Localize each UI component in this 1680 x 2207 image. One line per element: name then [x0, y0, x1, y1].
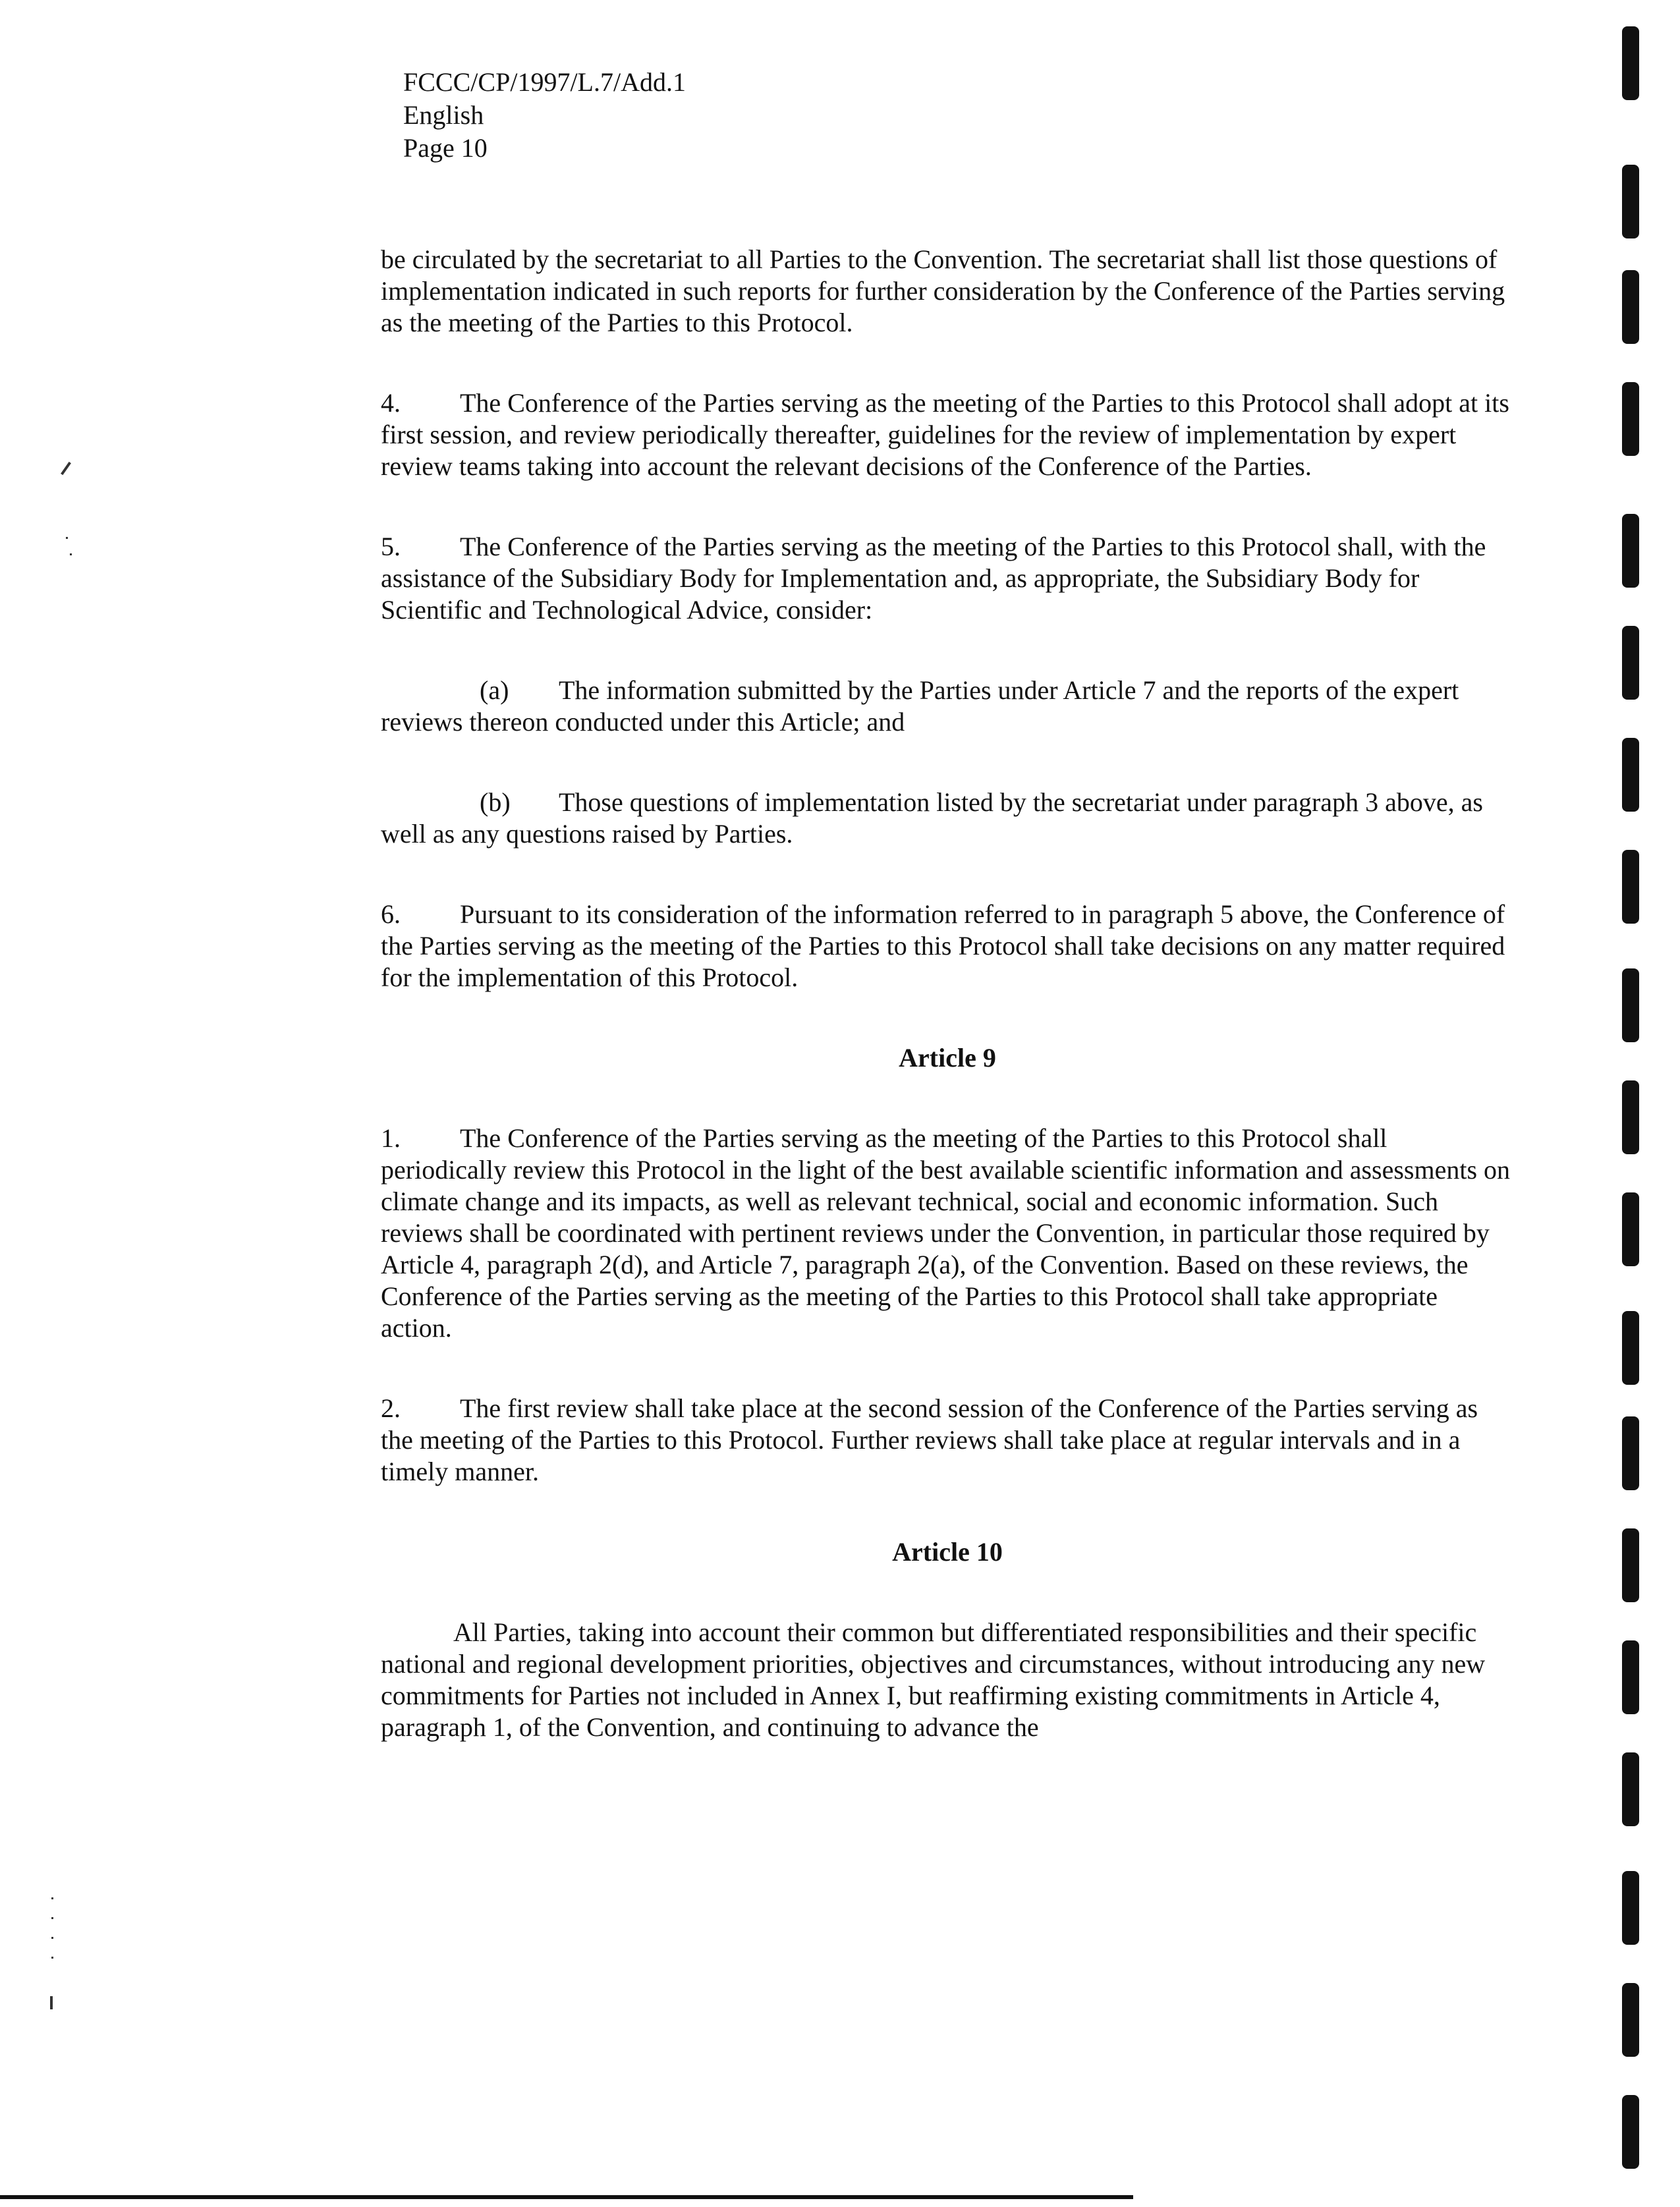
paragraph-text: be circulated by the secretariat to all Parties to the Convention. The secretariat shall list those questions of implementation indicated in such reports for further consideration by the Conference of the Parties serving as the meeting of the Parties to this Protocol.	[381, 244, 1505, 337]
scan-speck	[70, 553, 72, 555]
paragraph-4	[381, 387, 1514, 482]
subparagraph-label: (b)	[480, 787, 511, 817]
paragraph-text: The Conference of the Parties serving as the meeting of the Parties to this Protocol shall periodically review this Protocol in the light of the best available scientific information and assessments on climate change and its impacts, as well as relevant technical, social and economic information. Such reviews shall be coordinated with pertinent reviews under the Convention, in particular those required by Article 4, paragraph 2(d), and Article 7, paragraph 2(a), of the Convention. Based on these reviews, the Conference of the Parties serving as the meeting of the Parties to this Protocol shall take appropriate action.	[381, 1123, 1511, 1343]
binding-hole-mark	[1622, 1752, 1639, 1826]
paragraph-text: All Parties, taking into account their common but differentiated responsibilities and their specific national and regional development priorities, objectives and circumstances, without introducing any new commitments for Parties not included in Annex I, but reaffirming existing commitments in Article 4, paragraph 1, of the Convention, and continuing to advance the	[381, 1617, 1486, 1742]
article-10-heading: Article 10	[892, 1537, 1003, 1567]
scan-speck	[51, 1957, 53, 1959]
scan-speck	[50, 1996, 53, 2009]
page-number: Page 10	[403, 133, 488, 163]
subparagraph-text: The information submitted by the Parties under Article 7 and the reports of the expert reviews thereon conducted under this Article; and	[381, 675, 1459, 737]
binding-hole-mark	[1622, 165, 1639, 238]
paragraph-text: Pursuant to its consideration of the information referred to in paragraph 5 above, the Conference of the Parties serving as the meeting of the Parties to this Protocol shall take decisions on any matter required for the implementation of this Protocol.	[381, 899, 1505, 992]
paragraph-continuation	[381, 244, 1514, 339]
subparagraph-a	[381, 675, 1514, 738]
scan-bottom-edge	[0, 2195, 1133, 2199]
document-symbol: FCCC/CP/1997/L.7/Add.1	[403, 67, 686, 97]
binding-hole-mark	[1622, 1080, 1639, 1154]
binding-hole-mark	[1622, 1192, 1639, 1266]
binding-hole-mark	[1622, 1311, 1639, 1385]
paragraph-number: 5.	[381, 532, 401, 561]
binding-hole-mark	[1622, 626, 1639, 700]
binding-hole-mark	[1622, 270, 1639, 344]
subparagraph-text: Those questions of implementation listed by the secretariat under paragraph 3 above, as well as any questions raised by Parties.	[381, 787, 1483, 849]
paragraph-text: The Conference of the Parties serving as the meeting of the Parties to this Protocol shall adopt at its first session, and review periodically thereafter, guidelines for the review of implementation by expert review teams taking into account the relevant decisions of the Conference of the Parties.	[381, 388, 1509, 481]
article-9-paragraph-1	[381, 1123, 1514, 1344]
binding-hole-mark	[1622, 1983, 1639, 2057]
paragraph-number: 4.	[381, 388, 401, 418]
paragraph-number: 6.	[381, 899, 401, 929]
scan-speck	[51, 1937, 53, 1939]
scan-speck	[51, 1897, 53, 1899]
binding-hole-mark	[1622, 1416, 1639, 1490]
article-9-paragraph-2	[381, 1393, 1514, 1488]
paragraph-number: 2.	[381, 1393, 401, 1423]
binding-hole-mark	[1622, 1528, 1639, 1602]
subparagraph-b	[381, 787, 1514, 850]
scan-speck	[61, 462, 71, 475]
binding-hole-mark	[1622, 514, 1639, 588]
binding-hole-mark	[1622, 1871, 1639, 1945]
paragraph-number: 1.	[381, 1123, 401, 1153]
article-10-paragraph	[381, 1617, 1514, 1743]
scan-speck	[66, 537, 68, 539]
binding-hole-mark	[1622, 850, 1639, 924]
binding-hole-mark	[1622, 1640, 1639, 1714]
binding-hole-mark	[1622, 738, 1639, 812]
document-language: English	[403, 100, 484, 130]
article-9-heading: Article 9	[899, 1043, 996, 1073]
paragraph-5	[381, 531, 1514, 626]
binding-hole-mark	[1622, 2095, 1639, 2169]
paragraph-text: The Conference of the Parties serving as the meeting of the Parties to this Protocol shall, with the assistance of the Subsidiary Body for Implementation and, as appropriate, the Subsidiary Body for Scientific and Technological Advice, consider:	[381, 532, 1486, 625]
binding-hole-mark	[1622, 382, 1639, 456]
subparagraph-label: (a)	[480, 675, 509, 705]
document-body	[381, 244, 1514, 1792]
document-header	[403, 66, 686, 165]
binding-hole-mark	[1622, 26, 1639, 100]
scan-speck	[51, 1917, 53, 1919]
paragraph-text: The first review shall take place at the second session of the Conference of the Parties serving as the meeting of the Parties to this Protocol. Further reviews shall take place at regular intervals and in a timely manner.	[381, 1393, 1478, 1486]
binding-hole-mark	[1622, 968, 1639, 1042]
paragraph-6	[381, 899, 1514, 993]
